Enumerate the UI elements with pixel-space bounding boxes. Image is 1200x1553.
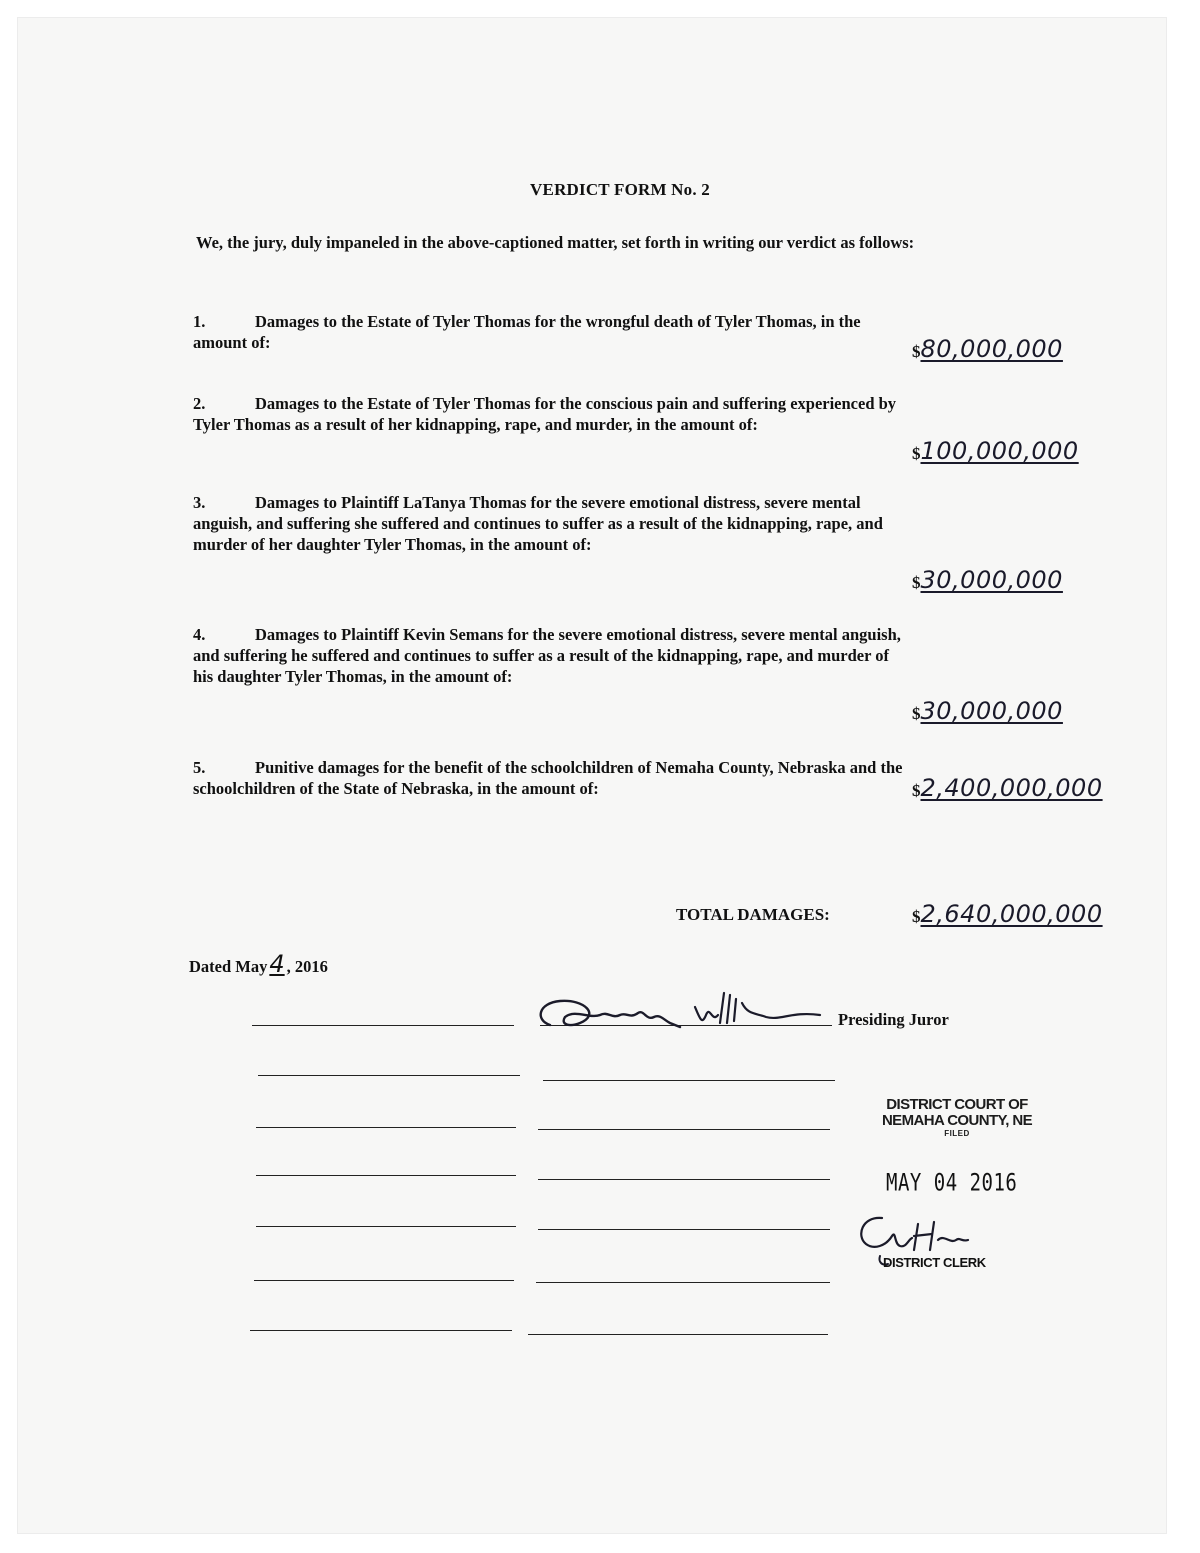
currency-sign: $ bbox=[912, 573, 921, 592]
damage-amount-4 bbox=[912, 697, 1063, 725]
damage-amount-1 bbox=[912, 335, 1063, 363]
intro-paragraph: We, the jury, duly impaneled in the above-captioned matter, set forth in writing our verdict as follows: bbox=[196, 233, 915, 252]
juror-signature-line bbox=[256, 1127, 516, 1128]
handwritten-day: 4 bbox=[269, 950, 285, 978]
item-number: 4. bbox=[193, 625, 206, 644]
juror-signature-line bbox=[538, 1129, 830, 1130]
juror-signature-line bbox=[256, 1175, 516, 1176]
item-text: Damages to Plaintiff Kevin Semans for the severe emotional distress, severe mental anguish, and suffering he suffered and continues to suffer as a result of the kidnapping, rape, and murder of his daughter Tyler Thomas, in the amount of: bbox=[193, 625, 901, 686]
damage-amount-5 bbox=[912, 774, 1103, 802]
item-number: 5. bbox=[193, 758, 206, 777]
handwritten-amount: 30,000,000 bbox=[920, 697, 1063, 725]
handwritten-amount: 30,000,000 bbox=[920, 566, 1063, 594]
stamp-county-line: NEMAHA COUNTY, NE bbox=[881, 1112, 1033, 1129]
total-damages-label: TOTAL DAMAGES: bbox=[676, 905, 830, 924]
juror-signature-line bbox=[543, 1080, 835, 1081]
damage-item-3 bbox=[193, 492, 903, 555]
presiding-juror-label: Presiding Juror bbox=[838, 1010, 949, 1029]
damage-item-2 bbox=[193, 393, 903, 435]
handwritten-amount: 80,000,000 bbox=[920, 335, 1063, 363]
total-damages-amount bbox=[912, 900, 1103, 928]
juror-signature-line bbox=[252, 1025, 514, 1026]
stamp-filed-line: FILED bbox=[944, 1129, 970, 1138]
item-text: Punitive damages for the benefit of the schoolchildren of Nemaha County, Nebraska and the schoolchildren of the State of Nebraska, in the amount of: bbox=[193, 758, 903, 798]
damage-amount-2 bbox=[912, 437, 1079, 465]
currency-sign: $ bbox=[912, 444, 921, 463]
juror-signature-line bbox=[254, 1280, 514, 1281]
currency-sign: $ bbox=[912, 907, 921, 926]
item-text: Damages to the Estate of Tyler Thomas for the wrongful death of Tyler Thomas, in the amount of: bbox=[193, 312, 861, 352]
handwritten-amount: 100,000,000 bbox=[920, 437, 1079, 465]
currency-sign: $ bbox=[912, 704, 921, 723]
damage-item-4 bbox=[193, 624, 903, 687]
stamp-court-line: DISTRICT COURT OF bbox=[886, 1096, 1028, 1113]
currency-sign: $ bbox=[912, 781, 921, 800]
juror-signature-line bbox=[536, 1282, 830, 1283]
item-text: Damages to the Estate of Tyler Thomas for the conscious pain and suffering experienced by Tyler Thomas as a result of her kidnapping, rape, and murder, in the amount of: bbox=[193, 394, 897, 434]
damage-item-1 bbox=[193, 311, 903, 353]
damage-amount-3 bbox=[912, 566, 1063, 594]
dated-suffix: , 2016 bbox=[286, 957, 328, 976]
court-filed-stamp bbox=[852, 1097, 1062, 1138]
juror-signature-line bbox=[538, 1179, 830, 1180]
juror-signature-line bbox=[256, 1226, 516, 1227]
item-number: 3. bbox=[193, 493, 206, 512]
currency-sign: $ bbox=[912, 342, 921, 361]
handwritten-total: 2,640,000,000 bbox=[920, 900, 1103, 928]
damage-item-5 bbox=[193, 757, 903, 799]
item-number: 2. bbox=[193, 394, 206, 413]
juror-signature-line bbox=[538, 1229, 830, 1230]
stamp-filed-date: MAY 04 2016 bbox=[886, 1169, 1018, 1197]
dated-prefix: Dated May bbox=[189, 957, 268, 976]
form-title: VERDICT FORM No. 2 bbox=[530, 180, 710, 199]
item-text: Damages to Plaintiff LaTanya Thomas for the severe emotional distress, severe mental anguish, and suffering she suffered and continues to suffer as a result of the kidnapping, rape, and murder of her daughter Tyler Thomas, in the amount of: bbox=[193, 493, 883, 554]
juror-signature-line bbox=[258, 1075, 520, 1076]
juror-signature-line bbox=[250, 1330, 512, 1331]
handwritten-amount: 2,400,000,000 bbox=[920, 774, 1103, 802]
presiding-juror-signature bbox=[530, 985, 830, 1040]
dated-line bbox=[189, 950, 328, 978]
stamp-clerk-label: DISTRICT CLERK bbox=[883, 1255, 986, 1270]
juror-signature-line bbox=[528, 1334, 828, 1335]
item-number: 1. bbox=[193, 312, 206, 331]
